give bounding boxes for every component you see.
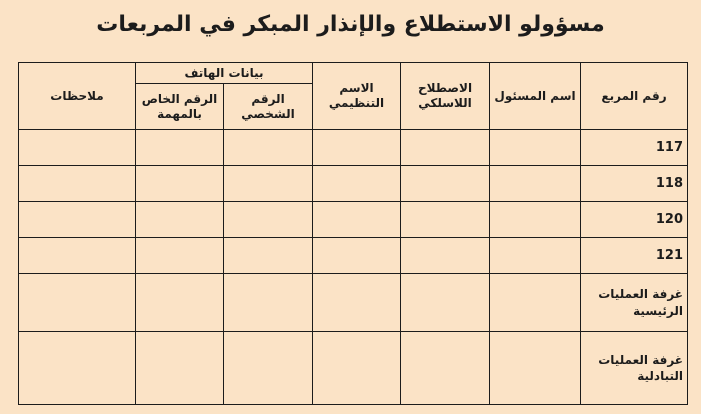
org-name-cell[interactable]	[313, 130, 401, 166]
mission-number-cell[interactable]	[136, 166, 224, 202]
header-personal-number: الرقم الشخصي	[224, 84, 313, 130]
square-cell: 121	[581, 238, 688, 274]
mission-number-cell[interactable]	[136, 274, 224, 332]
wireless-callsign-cell[interactable]	[401, 238, 490, 274]
table-row	[19, 166, 688, 202]
personal-number-cell[interactable]	[224, 238, 313, 274]
personal-number-cell[interactable]	[224, 202, 313, 238]
table-row	[19, 274, 688, 332]
personal-number-cell[interactable]	[224, 130, 313, 166]
header-square-number: رقم المربع	[581, 63, 688, 130]
header-notes: ملاحظات	[19, 63, 136, 130]
notes-cell[interactable]	[19, 202, 136, 238]
header-officer-name: اسم المسئول	[490, 63, 581, 130]
square-cell: 118	[581, 166, 688, 202]
officer-name-cell[interactable]	[490, 274, 581, 332]
notes-cell[interactable]	[19, 274, 136, 332]
table-row	[19, 202, 688, 238]
wireless-callsign-cell[interactable]	[401, 274, 490, 332]
mission-number-cell[interactable]	[136, 332, 224, 405]
org-name-cell[interactable]	[313, 166, 401, 202]
officers-table	[18, 62, 688, 405]
org-name-cell[interactable]	[313, 202, 401, 238]
square-cell: 120	[581, 202, 688, 238]
personal-number-cell[interactable]	[224, 166, 313, 202]
notes-cell[interactable]	[19, 238, 136, 274]
mission-number-cell[interactable]	[136, 202, 224, 238]
wireless-callsign-cell[interactable]	[401, 202, 490, 238]
wireless-callsign-cell[interactable]	[401, 332, 490, 405]
square-cell: غرفة العمليات الرئيسية	[581, 274, 688, 332]
officer-name-cell[interactable]	[490, 238, 581, 274]
mission-number-cell[interactable]	[136, 238, 224, 274]
org-name-cell[interactable]	[313, 238, 401, 274]
mission-number-cell[interactable]	[136, 130, 224, 166]
table-row	[19, 130, 688, 166]
header-org-name: الاسم التنظيمي	[313, 63, 401, 130]
notes-cell[interactable]	[19, 332, 136, 405]
wireless-callsign-cell[interactable]	[401, 130, 490, 166]
org-name-cell[interactable]	[313, 332, 401, 405]
officer-name-cell[interactable]	[490, 332, 581, 405]
table-row	[19, 332, 688, 405]
officer-name-cell[interactable]	[490, 166, 581, 202]
header-phone-group: بيانات الهاتف	[136, 63, 313, 84]
table-row	[19, 238, 688, 274]
officer-name-cell[interactable]	[490, 130, 581, 166]
wireless-callsign-cell[interactable]	[401, 166, 490, 202]
notes-cell[interactable]	[19, 166, 136, 202]
personal-number-cell[interactable]	[224, 332, 313, 405]
header-mission-number: الرقم الخاص بالمهمة	[136, 84, 224, 130]
officer-name-cell[interactable]	[490, 202, 581, 238]
org-name-cell[interactable]	[313, 274, 401, 332]
square-cell: 117	[581, 130, 688, 166]
square-cell: غرفة العمليات التبادلية	[581, 332, 688, 405]
header-wireless-callsign: الاصطلاح اللاسلكي	[401, 63, 490, 130]
notes-cell[interactable]	[19, 130, 136, 166]
personal-number-cell[interactable]	[224, 274, 313, 332]
page-title: مسؤولو الاستطلاع والإنذار المبكر في المربعات	[96, 12, 605, 37]
header-row-top	[19, 63, 688, 84]
